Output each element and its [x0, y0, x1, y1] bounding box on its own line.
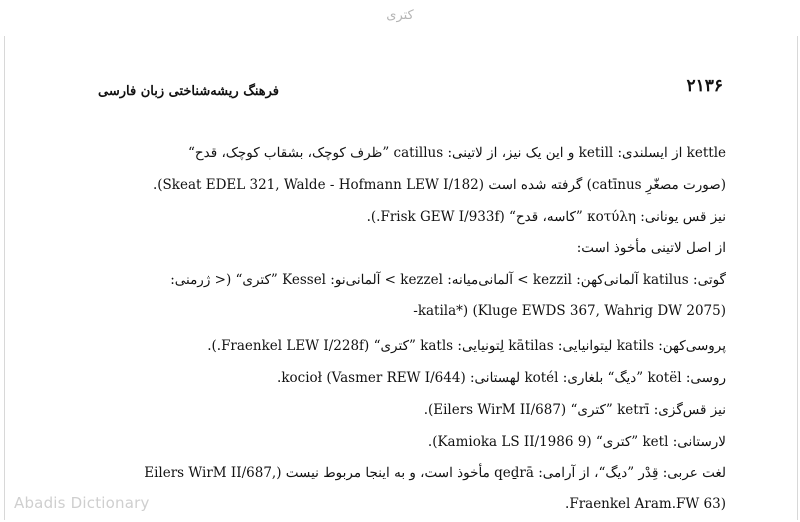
entry-line-7: پروسی‌کهن: katils لیتوانیایی: kātilas لِتونیایی: katls ”کتری“ (Fraenkel LEW I/228f.). — [207, 338, 726, 354]
search-term-title: کتری — [386, 8, 414, 23]
entry-line-1: kettle از ایسلندی: ketill و این یک نیز، از لاتینی: catillus ”ظرف کوچک، بشقاب کوچک، قدح“ — [188, 145, 726, 161]
page-number: ۲۱۳۶ — [686, 76, 723, 96]
entry-line-5: گوتی: katilus آلمانی‌کهن: kezzil > آلمانی‌میانه: kezzel > آلمانی‌نو: Kessel ”کتری“ (< ژرمنی: — [170, 272, 726, 288]
entry-line-9: نیز قس‌گزی: ketrī ”کتری“ (Eilers WirM II/687). — [423, 402, 726, 418]
book-title: فرهنگ ریشه‌شناختی زبان فارسی — [98, 84, 279, 99]
entry-line-11: لغت عربی: قِدْر ”دیگ“، از آرامی: qeḏrā مأخوذ است، و به اینجا مربوط نیست (,Eilers WirM II/687 — [144, 465, 726, 481]
entry-line-2: (صورت مصغّرِ catīnus) گرفته شده است (Skeat EDEL 321, Walde - Hofmann LEW I/182). — [152, 177, 726, 193]
entry-line-4: از اصل لاتینی مأخوذ است: — [576, 240, 726, 256]
entry-line-8: روسی: kotёl ”دیگ“ بلغاری: kotél لهستانی: kocioł (Vasmer REW I/644). — [277, 370, 726, 386]
entry-line-6: (Kluge EWDS 367, Wahrig DW 2075) (*katila- — [413, 303, 726, 319]
watermark: Abadis Dictionary — [14, 494, 150, 512]
entry-line-12: (Fraenkel Aram.FW 63. — [565, 496, 726, 512]
entry-line-3: نیز قس یونانی: κοτύλη ”کاسه، قدح“ (Frisk GEW I/933f.). — [366, 209, 726, 225]
entry-line-10: لارستانی: ketl ”کتری“ (Kamioka LS II/1986 9). — [427, 434, 726, 450]
